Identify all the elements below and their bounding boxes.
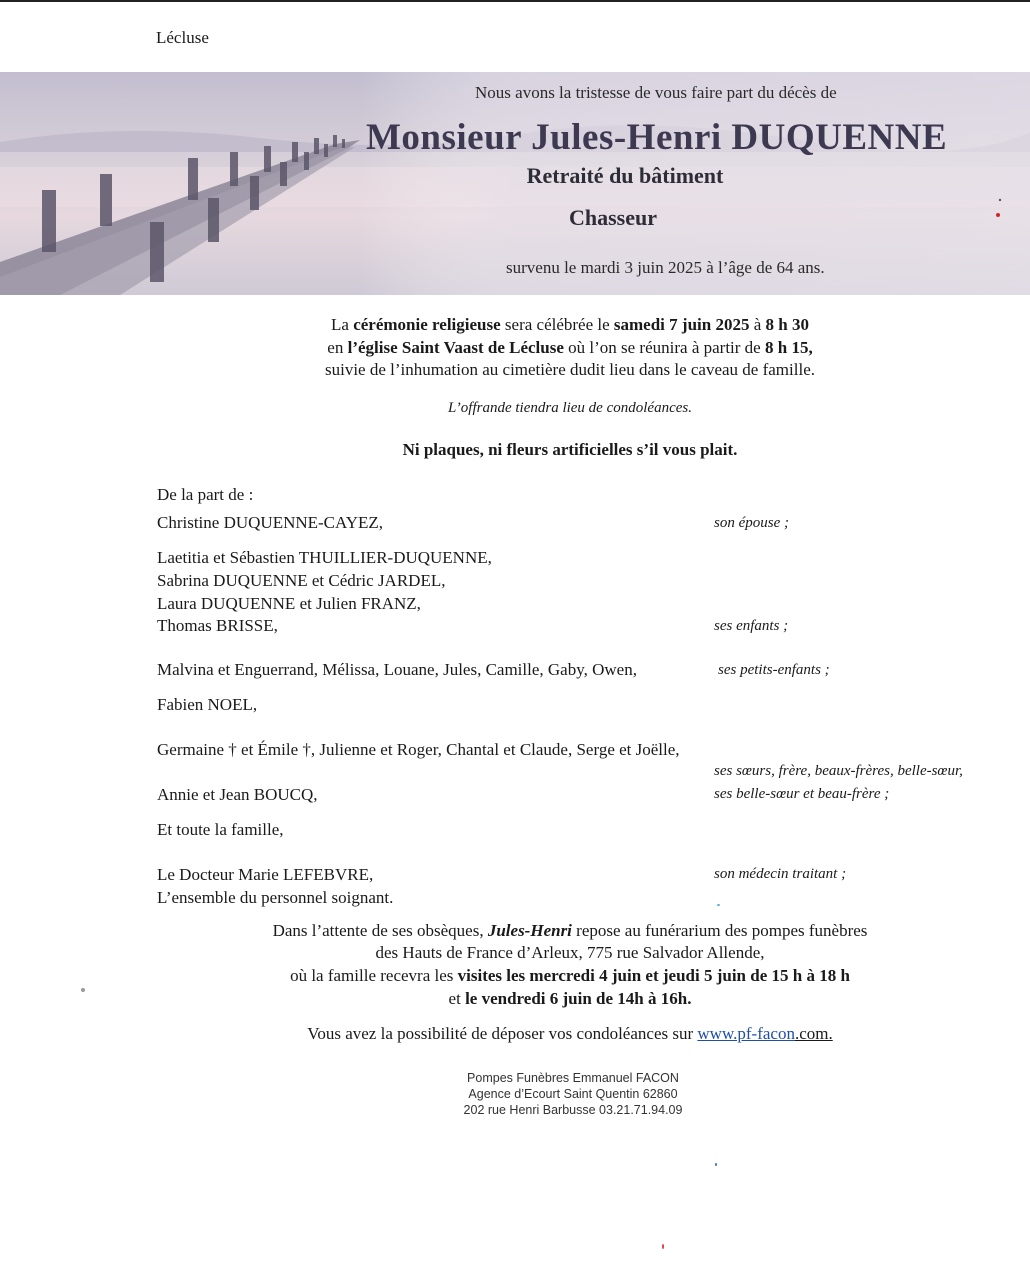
- children-relation: ses enfants ;: [714, 618, 789, 634]
- spouse-relation: son épouse ;: [714, 515, 789, 531]
- visits-line-2: des Hauts de France d’Arleux, 775 rue Salvador Allende,: [375, 943, 765, 962]
- town-name: Lécluse: [156, 28, 209, 47]
- condolences-link[interactable]: www.pf-facon: [697, 1024, 795, 1043]
- top-border: [0, 0, 1030, 2]
- visits-line-1: Dans l’attente de ses obsèques, Jules-Henri repose au funérarium des pompes funèbres: [272, 921, 868, 940]
- agency-address: 202 rue Henri Barbusse 03.21.71.94.09: [463, 1103, 683, 1117]
- deceased-hobby: Chasseur: [568, 205, 657, 230]
- spouse-name: Christine DUQUENNE-CAYEZ,: [157, 513, 384, 532]
- care-staff: L’ensemble du personnel soignant.: [157, 888, 394, 907]
- child-3: Laura DUQUENNE et Julien FRANZ,: [157, 594, 421, 613]
- visits-line-3: où la famille recevra les visites les mercredi 4 juin et jeudi 5 juin de 15 h à 18 h: [290, 966, 850, 985]
- ceremony-line-3: suivie de l’inhumation au cimetière dudit lieu dans le caveau de famille.: [325, 360, 815, 379]
- condolences-line: Vous avez la possibilité de déposer vos condoléances sur www.pf-facon.com.: [307, 1024, 833, 1043]
- deceased-occupation: Retraité du bâtiment: [526, 163, 724, 188]
- child-1: Laetitia et Sébastien THUILLIER-DUQUENNE,: [157, 548, 492, 567]
- visits-line-4: et le vendredi 6 juin de 14h à 16h.: [448, 989, 692, 1008]
- offering-note: L’offrande tiendra lieu de condoléances.: [448, 400, 692, 416]
- ceremony-line-1: La cérémonie religieuse sera célébrée le samedi 7 juin 2025 à 8 h 30: [331, 315, 809, 334]
- grandchildren-relation: ses petits-enfants ;: [718, 662, 830, 678]
- scan-speck: [715, 1163, 717, 1166]
- child-2: Sabrina DUQUENNE et Cédric JARDEL,: [157, 571, 446, 590]
- all-family: Et toute la famille,: [157, 820, 284, 839]
- intro-text: Nous avons la tristesse de vous faire part du décès de: [475, 83, 837, 102]
- scan-speck: [717, 904, 720, 906]
- deceased-name: Monsieur Jules-Henri DUQUENNE: [366, 117, 948, 158]
- fabien-name: Fabien NOEL,: [157, 695, 258, 714]
- ceremony-line-2: en l’église Saint Vaast de Lécluse où l’on se réunira à partir de 8 h 15,: [327, 338, 813, 357]
- child-4: Thomas BRISSE,: [157, 616, 278, 635]
- siblings-names: Germaine † et Émile †, Julienne et Roger, Chantal et Claude, Serge et Joëlle,: [157, 740, 680, 759]
- from-label: De la part de :: [157, 485, 254, 504]
- boucq-names: Annie et Jean BOUCQ,: [157, 785, 318, 804]
- doctor-name: Le Docteur Marie LEFEBVRE,: [157, 865, 374, 884]
- siblings-relation: ses sœurs, frère, beaux-frères, belle-sœur,: [714, 763, 963, 779]
- scan-speck: [662, 1244, 664, 1249]
- agency-branch: Agence d’Ecourt Saint Quentin 62860: [468, 1087, 678, 1101]
- header-banner: [0, 72, 1030, 295]
- death-date: survenu le mardi 3 juin 2025 à l’âge de 64 ans.: [506, 258, 825, 277]
- scan-speck: [81, 988, 85, 992]
- doctor-relation: son médecin traitant ;: [714, 866, 847, 882]
- boucq-relation: ses belle-sœur et beau-frère ;: [714, 786, 890, 802]
- grandchildren-names: Malvina et Enguerrand, Mélissa, Louane, Jules, Camille, Gaby, Owen,: [157, 660, 637, 679]
- agency-name: Pompes Funèbres Emmanuel FACON: [467, 1071, 679, 1085]
- no-flowers-note: Ni plaques, ni fleurs artificielles s’il vous plait.: [402, 440, 738, 459]
